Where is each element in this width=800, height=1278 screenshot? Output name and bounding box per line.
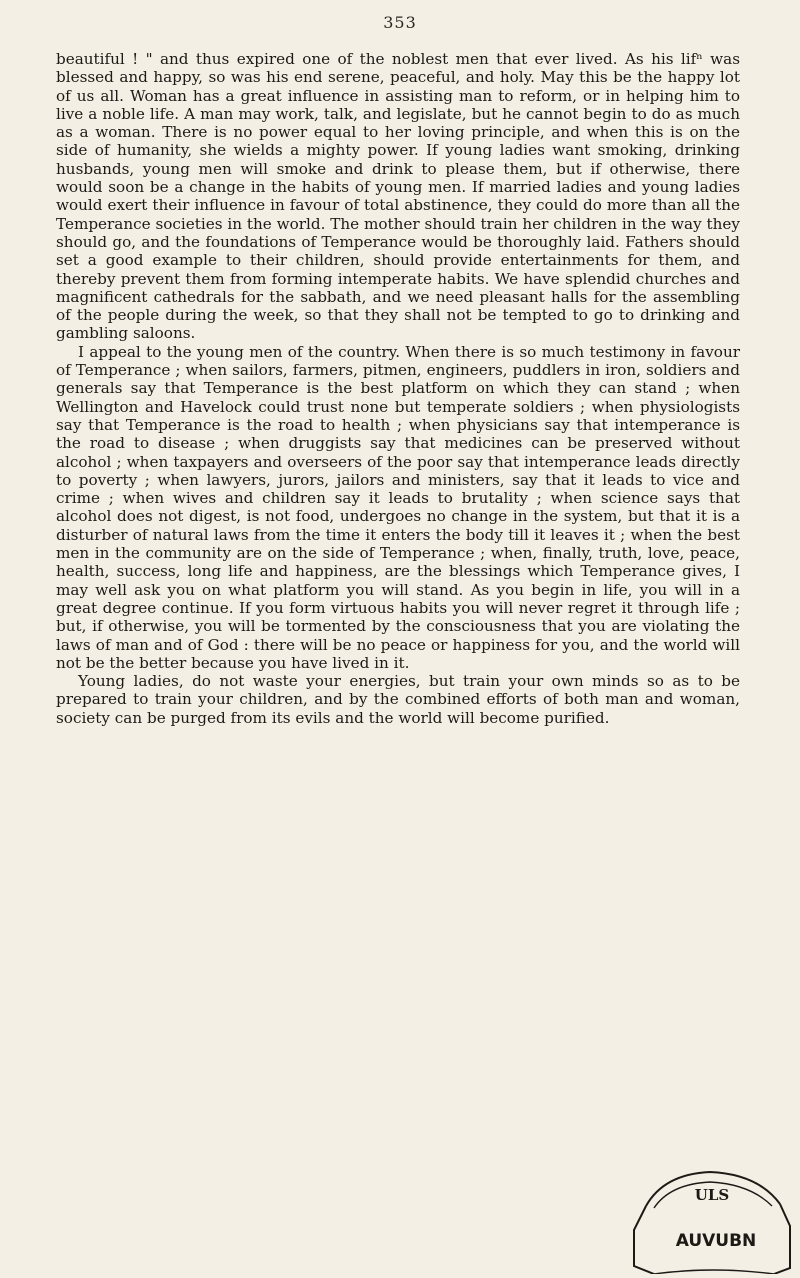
stamp-top-text: ULS bbox=[694, 1186, 730, 1204]
body-text bbox=[56, 50, 740, 727]
stamp-center-text: AUVUBN bbox=[675, 1231, 757, 1251]
page-number: 353 bbox=[383, 13, 417, 32]
paragraph-3: Young ladies, do not waste your energies, but train your own minds so as to be prepared to train your children, and by the combined efforts of both man and woman, society can be purged from its evils and the world will become purified. bbox=[56, 672, 740, 727]
library-stamp bbox=[624, 1170, 792, 1274]
paragraph-1: beautiful ! " and thus expired one of the noblest men that ever lived. As his lifⁿ was blessed and happy, so was his end serene, peaceful, and holy. May this be the happy lot of us all. Woman has a great influence in assisting man to reform, or in helping him to live a noble life. A man may work, talk, and legislate, but he cannot begin to do as much as a woman. There is no power equal to her loving principle, and when this is on the side of humanity, she wields a mighty power. If young ladies want smoking, drinking husbands, young men will smoke and drink to please them, but if otherwise, there would soon be a change in the habits of young men. If married ladies and young ladies would exert their influence in favour of total abstinence, they could do more than all the Temperance societies in the world. The mother should train her children in the way they should go, and the foundations of Temperance would be thoroughly laid. Fathers should set a good example to their children, should provide entertainments for them, and thereby prevent them from forming intemperate habits. We have splendid churches and magnificent cathedrals for the sabbath, and we need pleasant halls for the assembling of the people during the week, so that they shall not be tempted to go to drinking and gambling saloons. bbox=[56, 50, 740, 343]
paragraph-2: I appeal to the young men of the country. When there is so much testimony in favour of Temperance ; when sailors, farmers, pitmen, engineers, puddlers in iron, soldiers and generals say that Temperance is the best platform on which they can stand ; when Wellington and Havelock could trust none but temperate soldiers ; when physiologists say that Temperance is the road to health ; when physicians say that intemperance is the road to disease ; when druggists say that medicines can be preserved without alcohol ; when taxpayers and overseers of the poor say that intemperance leads directly to poverty ; when lawyers, jurors, jailors and ministers, say that it leads to vice and crime ; when wives and children say it leads to brutality ; when science says that alcohol does not digest, is not food, undergoes no change in the system, but that it is a disturber of natural laws from the time it enters the body till it leaves it ; when the best men in the community are on the side of Temperance ; when, finally, truth, love, peace, health, success, long life and happiness, are the blessings which Temperance gives, I may well ask you on what platform you will stand. As you begin in life, you will in a great degree continue. If you form virtuous habits you will never regret it through life ; but, if otherwise, you will be tormented by the consciousness that you are violating the laws of man and of God : there will be no peace or happiness for you, and the world will not be the better because you have lived in it. bbox=[56, 342, 740, 672]
